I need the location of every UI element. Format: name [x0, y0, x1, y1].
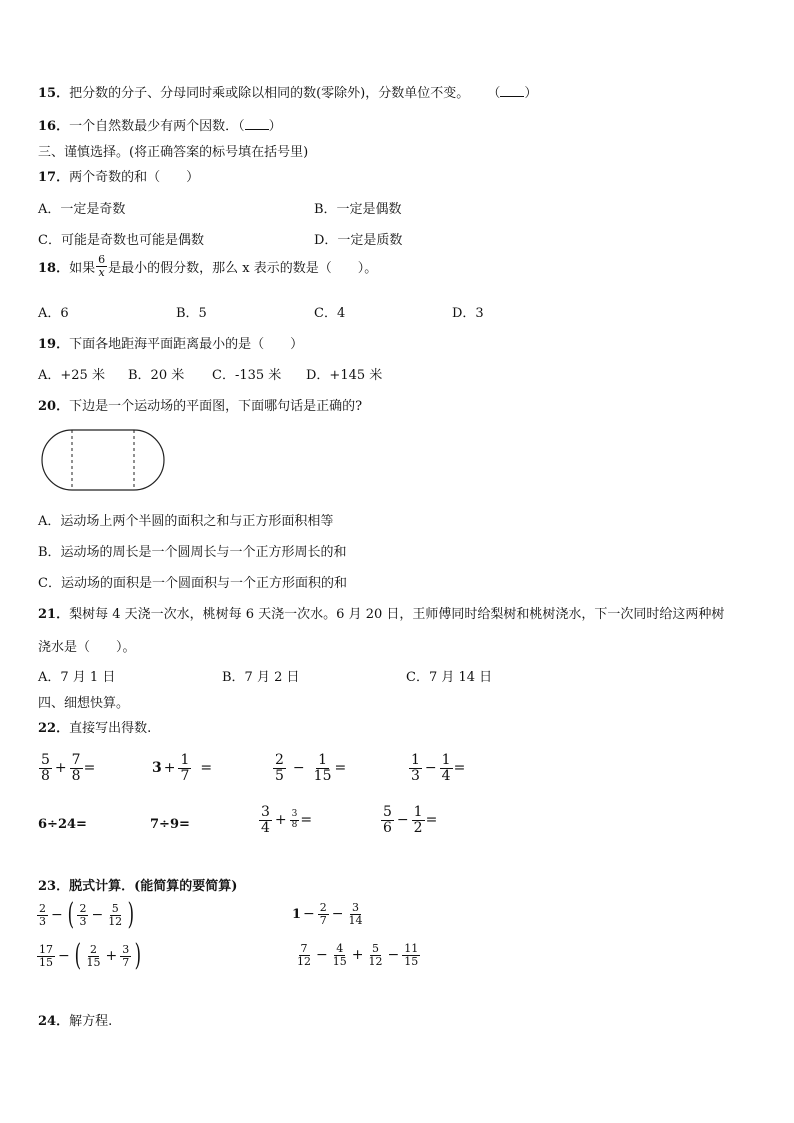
fraction: $\frac{1}{3}$: [411, 752, 420, 784]
fraction: $\frac{17}{15}$: [39, 942, 53, 969]
option-d[interactable]: D．+145 米: [306, 368, 383, 383]
option-b[interactable]: B．7 月 2 日: [222, 670, 300, 685]
option-b[interactable]: B．5: [176, 306, 207, 321]
question-24: [38, 1010, 112, 1029]
question-text: 解方程.: [69, 1014, 113, 1029]
option-a[interactable]: A．6: [38, 306, 69, 321]
question-number: 15．: [38, 86, 70, 101]
fraction: $\frac{7}{12}$: [297, 942, 311, 968]
question-text: 梨树每 4 天浇一次水，桃树每 6 天浇一次水。6 月 20 日，王师傅同时给梨树和桃树浇水，下一次同时给这两种树: [69, 607, 725, 622]
question-number: 22．: [38, 721, 70, 736]
question-23: [38, 875, 237, 894]
option-c[interactable]: C．-135 米: [212, 368, 282, 383]
question-text: 直接写出得数.: [69, 721, 152, 736]
question-18: [38, 254, 377, 278]
expression-8: $\frac{5}{6}$ − $\frac{1}{2}$ =: [383, 804, 438, 836]
question-number: 19．: [38, 337, 70, 352]
fraction: $\frac{1}{4}$: [441, 752, 451, 784]
fraction: $\frac{5}{6}$: [383, 804, 392, 836]
question-21: [38, 603, 724, 622]
expression-1: $\frac{5}{8}$ + $\frac{7}{8}$ =: [41, 752, 96, 784]
fraction: $\frac{1}{15}$: [313, 752, 332, 784]
option-c[interactable]: C．7 月 14 日: [406, 670, 493, 685]
expression-5: 6÷24=: [38, 817, 87, 832]
question-text: 脱式计算．(能简算的要简算): [69, 879, 238, 894]
question-22: [38, 717, 151, 736]
expression-7: $\frac{3}{4}$ + $\frac{3}{8}$ =: [261, 804, 313, 836]
question-number: 17．: [38, 170, 70, 185]
section-heading-4: 四、细想快算。: [38, 696, 130, 711]
fraction: $\frac{3}{8}$: [291, 809, 298, 830]
option-b[interactable]: B．20 米: [128, 368, 185, 383]
fraction: $\frac{5}{12}$: [108, 901, 123, 928]
question-19: [38, 333, 303, 352]
question-20: [38, 395, 362, 414]
fraction: $\frac{3}{4}$: [261, 804, 270, 836]
question-text: 把分数的分子、分母同时乘或除以相同的数(零除外)，分数单位不变。: [69, 86, 470, 101]
fraction: $\frac{1}{7}$: [180, 752, 190, 784]
fraction: $\frac{11}{15}$: [404, 942, 419, 968]
fraction: $\frac{5}{8}$: [41, 752, 50, 784]
option-b[interactable]: B．一定是偶数: [314, 202, 402, 217]
calc-3: $\frac{17}{15}$ − ( $\frac{2}{15}$ + $\frac{3}{7}$ ): [39, 938, 142, 973]
question-15: [38, 82, 537, 101]
calc-2: 1 − $\frac{2}{7}$ − $\frac{3}{14}$: [292, 901, 363, 927]
fraction: $\frac{2}{7}$: [319, 901, 327, 927]
section-heading-3: 三、谨慎选择。(将正确答案的标号填在括号里): [38, 145, 309, 160]
calc-1: $\frac{2}{3}$ − ( $\frac{2}{3}$ − $\frac{5}{12}$ ): [39, 897, 135, 932]
question-text: 下面各地距海平面距离最小的是（ ）: [69, 337, 304, 352]
question-text: 一个自然数最少有两个因数．: [69, 119, 239, 134]
fraction: $\frac{2}{3}$: [79, 901, 87, 928]
option-c[interactable]: C．可能是奇数也可能是偶数: [38, 233, 204, 248]
expression-2: 3 + $\frac{1}{7}$ =: [152, 752, 213, 784]
question-number: 24．: [38, 1014, 70, 1029]
question-number: 23．: [38, 879, 70, 894]
expression-6: 7÷9=: [150, 817, 190, 832]
calc-4: $\frac{7}{12}$ − $\frac{4}{15}$ + $\frac{5}{12}$ − $\frac{11}{15}$: [297, 942, 419, 968]
fraction: $\frac{2}{3}$: [39, 901, 46, 928]
question-text-after: 是最小的假分数，那么 x 表示的数是（ ）。: [108, 260, 378, 276]
option-a[interactable]: A．运动场上两个半圆的面积之和与正方形面积相等: [38, 514, 334, 529]
question-number: 21．: [38, 607, 70, 622]
question-number: 16．: [38, 119, 70, 134]
fraction: $\frac{2}{15}$: [86, 942, 101, 969]
option-a[interactable]: A．+25 米: [38, 368, 105, 383]
stadium-diagram: [40, 428, 166, 492]
question-number: 20．: [38, 399, 70, 414]
option-b[interactable]: B．运动场的周长是一个圆周长与一个正方形周长的和: [38, 545, 347, 560]
answer-blank[interactable]: （ ）: [487, 86, 538, 101]
fraction: $\frac{2}{5}$: [275, 752, 284, 784]
question-text: 下边是一个运动场的平面图，下面哪句话是正确的?: [69, 399, 363, 414]
question-text-before: 如果: [69, 260, 96, 276]
option-d[interactable]: D．3: [452, 306, 484, 321]
fraction: $\frac{3}{14}$: [348, 901, 363, 927]
question-text: 两个奇数的和（ ）: [69, 170, 200, 185]
option-d[interactable]: D．一定是质数: [314, 233, 403, 248]
expression-4: $\frac{1}{3}$ − $\frac{1}{4}$ =: [411, 752, 466, 784]
fraction: $\frac{4}{15}$: [332, 942, 347, 968]
option-a[interactable]: A．7 月 1 日: [38, 670, 116, 685]
fraction: $\frac{6}{x}$: [98, 253, 106, 279]
question-17: [38, 166, 199, 185]
option-a[interactable]: A．一定是奇数: [38, 202, 126, 217]
option-c[interactable]: C．4: [314, 306, 346, 321]
question-number: 18．: [38, 260, 70, 276]
option-c[interactable]: C．运动场的面积是一个圆面积与一个正方形面积的和: [38, 576, 347, 591]
question-21-cont: 浇水是（ ）。: [38, 640, 136, 655]
fraction: $\frac{1}{2}$: [413, 804, 423, 836]
fraction: $\frac{3}{7}$: [122, 942, 130, 969]
question-16: [38, 115, 282, 134]
answer-blank[interactable]: （ ）: [238, 119, 282, 134]
expression-3: $\frac{2}{5}$ − $\frac{1}{15}$ =: [275, 752, 347, 784]
fraction: $\frac{5}{12}$: [368, 942, 383, 968]
fraction: $\frac{7}{8}$: [71, 752, 81, 784]
